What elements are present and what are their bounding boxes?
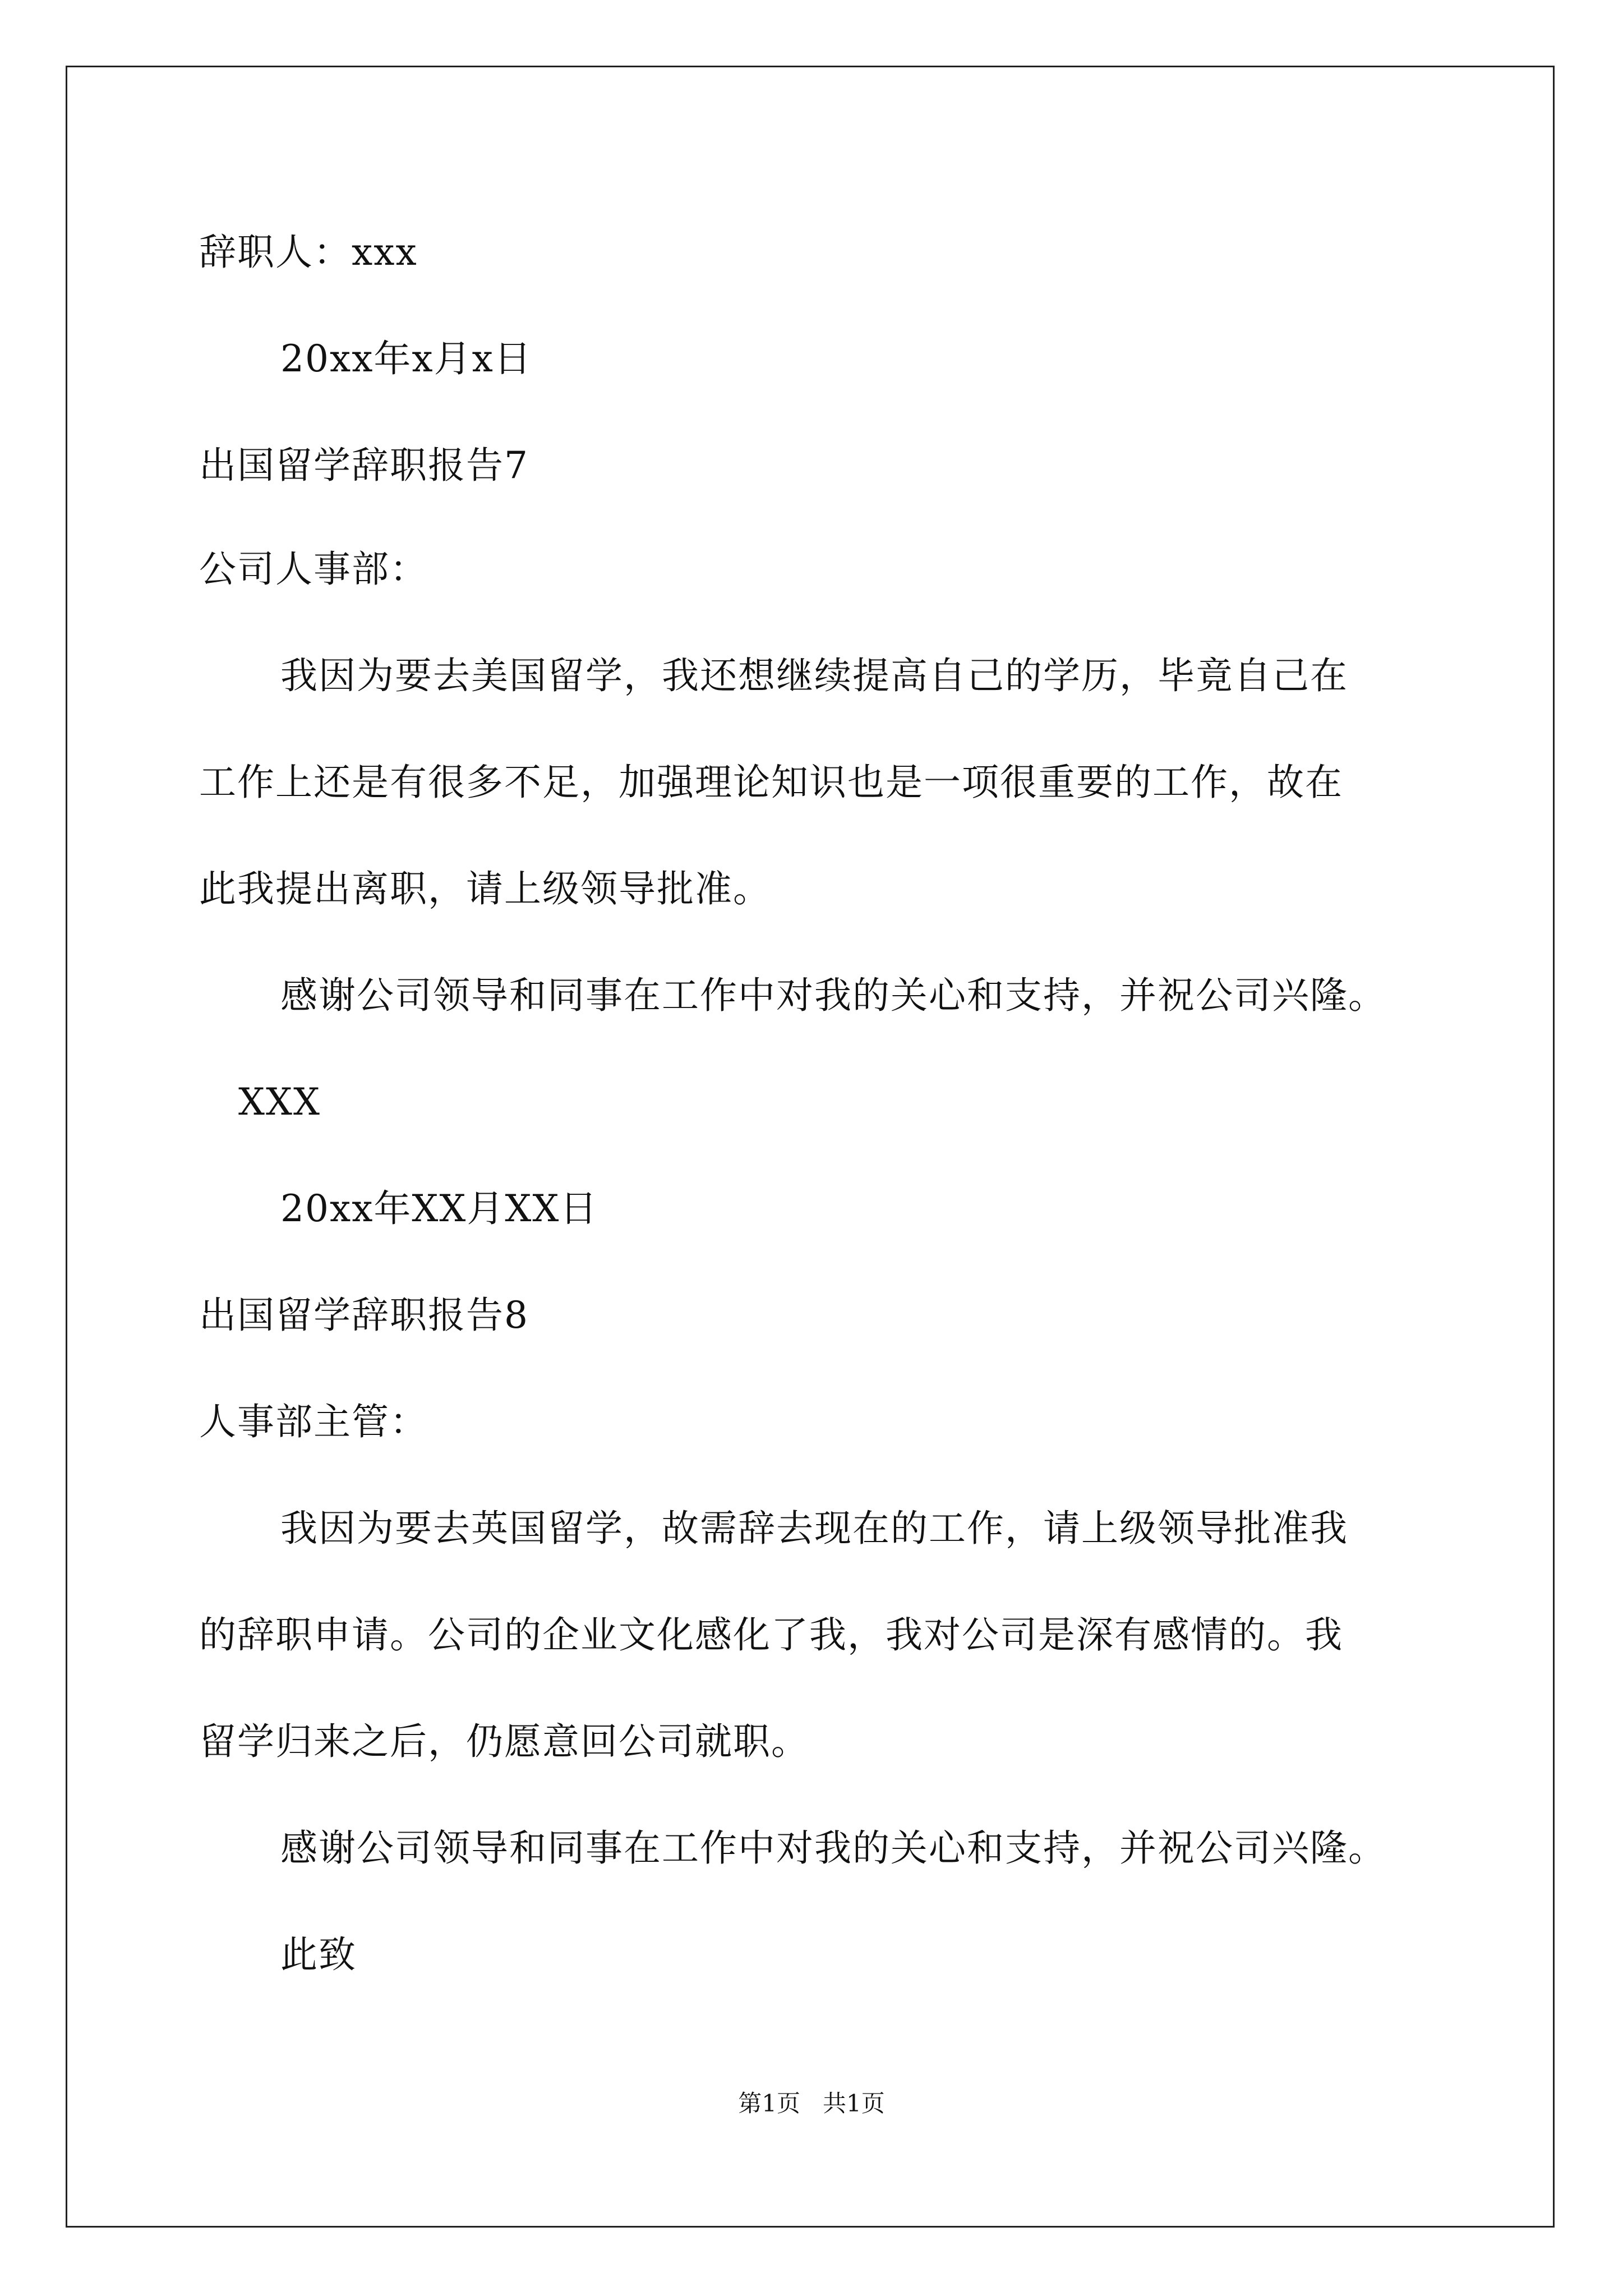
resigner-line: 辞职人：xxx <box>199 231 418 274</box>
paragraph-line: 我因为要去美国留学，我还想继续提高自己的学历，毕竟自己在 <box>280 654 1348 697</box>
paragraph-line: 的辞职申请。公司的企业文化感化了我，我对公司是深有感情的。我 <box>199 1613 1343 1657</box>
section-title-7: 出国留学辞职报告7 <box>199 444 529 487</box>
thanks-line: 感谢公司领导和同事在工作中对我的关心和支持，并祝公司兴隆。 <box>280 974 1386 1017</box>
page-number-footer: 第1页 共1页 <box>738 2090 885 2117</box>
date-line: 20xx年x月x日 <box>280 337 532 380</box>
page-border <box>66 66 1555 2228</box>
closing-line: 此致 <box>280 1933 357 1976</box>
salutation: 公司人事部： <box>199 547 428 591</box>
section-title-8: 出国留学辞职报告8 <box>199 1294 529 1337</box>
thanks-line: 感谢公司领导和同事在工作中对我的关心和支持，并祝公司兴隆。 <box>280 1826 1386 1870</box>
paragraph-line: 留学归来之后，仍愿意回公司就职。 <box>199 1720 809 1763</box>
paragraph-line: 工作上还是有很多不足，加强理论知识也是一项很重要的工作，故在 <box>199 761 1343 804</box>
paragraph-line: 此我提出离职，请上级领导批准。 <box>199 867 771 910</box>
salutation: 人事部主管： <box>199 1400 428 1443</box>
signature-line: XXX <box>238 1080 321 1124</box>
paragraph-line: 我因为要去英国留学，故需辞去现在的工作，请上级领导批准我 <box>280 1507 1348 1550</box>
date-line: 20xx年XX月XX日 <box>280 1187 598 1230</box>
